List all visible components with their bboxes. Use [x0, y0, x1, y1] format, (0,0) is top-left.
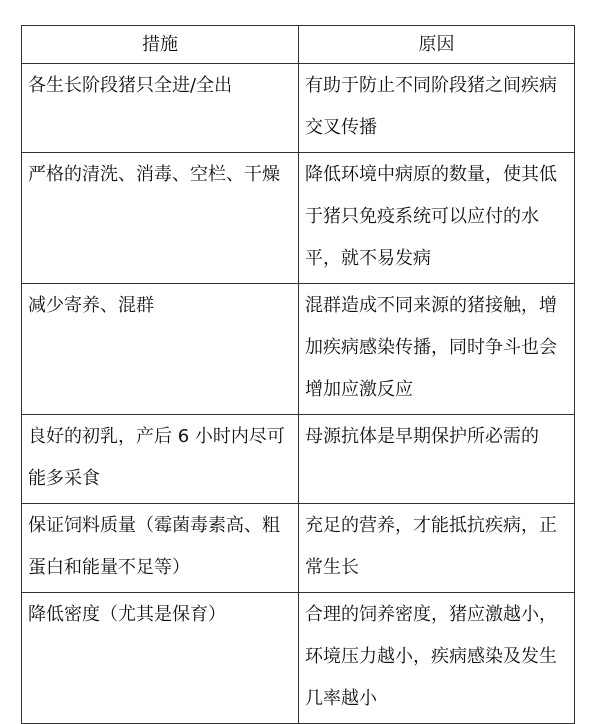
reason-cell: 合理的饲养密度，猪应激越小，环境压力越小，疾病感染及发生几率越小 — [299, 593, 575, 724]
table-row — [22, 415, 575, 504]
table-row — [22, 153, 575, 284]
table-row — [22, 593, 575, 724]
header-measure: 措施 — [22, 26, 299, 64]
measure-cell: 减少寄养、混群 — [22, 284, 299, 415]
measure-cell: 严格的清洗、消毒、空栏、干燥 — [22, 153, 299, 284]
header-reason: 原因 — [299, 26, 575, 64]
reason-cell: 充足的营养，才能抵抗疾病，正常生长 — [299, 504, 575, 593]
measure-cell: 良好的初乳，产后 6 小时内尽可能多采食 — [22, 415, 299, 504]
reason-cell: 混群造成不同来源的猪接触，增加疾病感染传播，同时争斗也会增加应激反应 — [299, 284, 575, 415]
measure-cell: 降低密度（尤其是保育） — [22, 593, 299, 724]
reason-cell: 母源抗体是早期保护所必需的 — [299, 415, 575, 504]
table-row — [22, 284, 575, 415]
table-row — [22, 504, 575, 593]
header-row — [22, 26, 575, 64]
table-row — [22, 64, 575, 153]
reason-cell: 降低环境中病原的数量，使其低于猪只免疫系统可以应付的水平，就不易发病 — [299, 153, 575, 284]
measures-table — [21, 25, 575, 724]
reason-cell: 有助于防止不同阶段猪之间疾病交叉传播 — [299, 64, 575, 153]
measure-cell: 各生长阶段猪只全进/全出 — [22, 64, 299, 153]
measure-cell: 保证饲料质量（霉菌毒素高、粗蛋白和能量不足等） — [22, 504, 299, 593]
